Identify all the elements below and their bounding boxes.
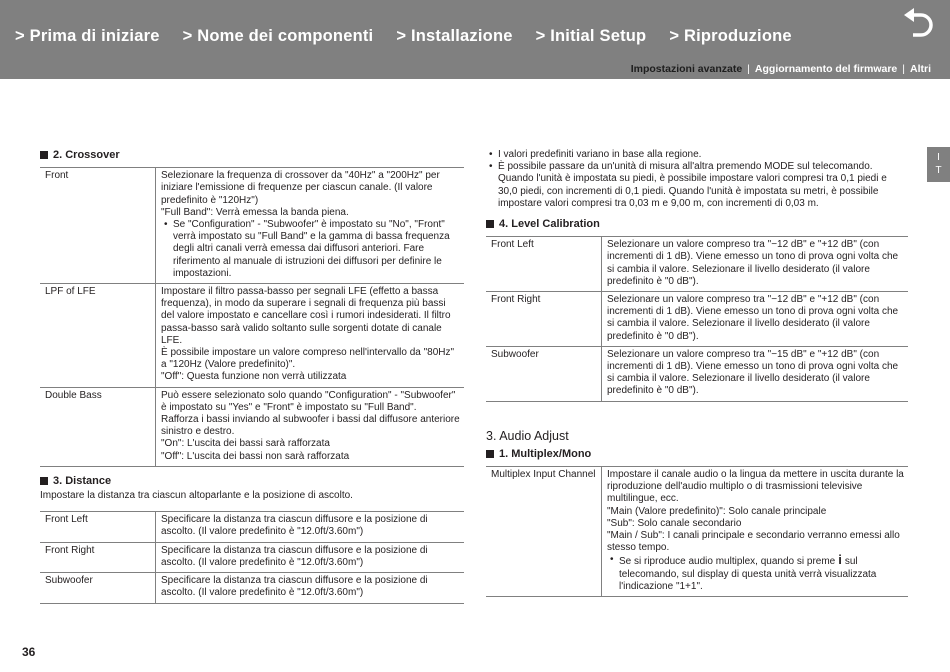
table-text: Impostare il canale audio o la lingua da mettere in uscita durante la riproduzione dell'audio multiplo o di trasmissioni televisive multilingue, ecc. — [607, 469, 904, 505]
table-row — [40, 284, 464, 388]
table-key: Front — [40, 168, 156, 284]
left-column — [40, 149, 464, 604]
level-title: 4. Level Calibration — [499, 218, 600, 231]
nav-initial-setup[interactable]: > Initial Setup — [535, 27, 647, 45]
section-heading-audio-adjust: 3. Audio Adjust — [486, 428, 569, 443]
distance-title: 3. Distance — [53, 474, 112, 487]
section-heading-distance — [40, 475, 464, 487]
subnav-aggiornamento-firmware[interactable]: Aggiornamento del firmware — [754, 63, 898, 75]
table-key: Front Right — [486, 292, 602, 347]
nav-nome-dei-componenti[interactable]: > Nome dei componenti — [182, 27, 374, 45]
bullet-dot-icon: • — [164, 219, 168, 231]
subnav-separator: | — [902, 63, 905, 75]
subnav-separator: | — [747, 63, 750, 75]
table-text: "Full Band": Verrà emessa la banda piena. — [161, 206, 349, 218]
subnav-altri[interactable]: Altri — [910, 63, 931, 75]
distance-table — [40, 511, 464, 603]
table-value: Selezionare un valore compreso tra "−12 dB" e "+12 dB" (con incrementi di 1 dB). Viene emesso un tono di prova ogni volta che si cambia il valore. Selezionare il livello desiderato (il valore predefinito è "0 dB"). — [602, 292, 909, 347]
nav-installazione[interactable]: > Installazione — [396, 27, 513, 45]
table-value: Specificare la distanza tra ciascun diffusore e la posizione di ascolto. (Il valore predefinito è "12.0ft/3.60m") — [156, 512, 465, 542]
sub-navigation — [631, 63, 931, 75]
table-text: È possibile impostare un valore compreso nell'intervallo da "80Hz" a "120Hz (Valore predefinito)". — [161, 347, 455, 371]
subnav-impostazioni-avanzate[interactable]: Impostazioni avanzate — [630, 63, 743, 75]
crossover-title: 2. Crossover — [53, 149, 120, 161]
table-key: Double Bass — [40, 387, 156, 466]
table-key: Subwoofer — [40, 573, 156, 603]
level-table — [486, 236, 908, 401]
top-navigation-bar — [0, 0, 950, 79]
bullet-text: Se "Configuration" - "Subwoofer" è impostato su "No", "Front" verrà impostato su "Full Band" e la gamma di bassa frequenza degli altri canali verrà emessa dai diffusori anteriori. Fare riferimento al manuale di istruzioni dei diffusori per definire le impostazioni. — [173, 219, 450, 279]
table-key: LPF of LFE — [40, 284, 156, 388]
language-tab-line1: I — [937, 152, 940, 163]
square-bullet-icon — [40, 477, 48, 485]
multiplex-table — [486, 466, 908, 597]
bullet-dot-icon: • — [489, 149, 493, 160]
table-value — [156, 284, 465, 388]
nav-prima-di-iniziare[interactable]: > Prima di iniziare — [15, 27, 160, 45]
section-heading-level-calibration — [486, 218, 908, 230]
table-key: Front Left — [486, 237, 602, 292]
table-value — [156, 168, 465, 284]
page-number: 36 — [22, 645, 36, 659]
table-value: Selezionare un valore compreso tra "−15 dB" e "+12 dB" (con incrementi di 1 dB). Viene emesso un tono di prova ogni volta che si cambia il valore. Selezionare il livello desiderato (il valore predefinito è "0 dB"). — [602, 346, 909, 401]
right-column — [486, 149, 908, 597]
table-row — [40, 573, 464, 603]
note-item — [486, 161, 908, 210]
table-text: Rafforza i bassi inviando al subwoofer i bassi dal diffusore anteriore sinistro e destro. — [161, 414, 460, 438]
table-text: "On": L'uscita dei bassi sarà rafforzata — [161, 438, 330, 450]
table-row — [40, 542, 464, 572]
bullet-text-part: sul telecomando, sul display di questa unità verrà visualizzata l'indicazione "1+1". — [619, 556, 877, 592]
language-tab-line2: T — [935, 165, 942, 176]
breadcrumb-nav — [15, 27, 815, 46]
note-item — [486, 149, 908, 161]
table-row — [486, 346, 908, 401]
section-heading-multiplex — [486, 448, 908, 460]
table-text: "Off": L'uscita dei bassi non sarà rafforzata — [161, 450, 350, 462]
back-arrow-icon[interactable] — [901, 7, 939, 41]
table-key: Multiplex Input Channel — [486, 467, 602, 597]
table-text: Impostare il filtro passa-basso per segnali LFE (effetto a bassa frequenza), in modo da superare i segnali di frequenza più bassi del valore impostato e cancellare così i rumori indesiderati. Il filtro passa-basso sarà valido soltanto sulle sorgenti dotate di canale LFE. — [161, 286, 451, 346]
multiplex-title: 1. Multiplex/Mono — [499, 447, 592, 460]
table-value — [156, 387, 465, 466]
square-bullet-icon — [40, 151, 48, 159]
table-text: Può essere selezionato solo quando "Configuration" - "Subwoofer" è impostato su "Yes" e "Front" è impostato su "Full Band". — [161, 389, 456, 413]
bullet-dot-icon: • — [489, 161, 493, 173]
table-value: Specificare la distanza tra ciascun diffusore e la posizione di ascolto. (Il valore predefinito è "12.0ft/3.60m") — [156, 542, 465, 572]
table-row — [486, 237, 908, 292]
section-heading-crossover — [40, 149, 464, 161]
bullet-dot-icon: • — [610, 554, 614, 566]
table-row — [40, 387, 464, 466]
bullet-item — [161, 219, 460, 280]
table-value: Specificare la distanza tra ciascun diffusore e la posizione di ascolto. (Il valore predefinito è "12.0ft/3.60m") — [156, 573, 465, 603]
table-key: Subwoofer — [486, 346, 602, 401]
table-row — [40, 512, 464, 542]
table-text: "Sub": Solo canale secondario — [607, 517, 742, 529]
table-row — [40, 168, 464, 284]
table-text: "Off": Questa funzione non verrà utilizzata — [161, 371, 347, 383]
nav-riproduzione[interactable]: > Riproduzione — [669, 27, 792, 45]
table-row — [486, 467, 908, 597]
square-bullet-icon — [486, 220, 494, 228]
crossover-table — [40, 167, 464, 467]
bullet-text-part: Se si riproduce audio multiplex, quando si preme — [619, 556, 836, 568]
square-bullet-icon — [486, 450, 494, 458]
bullet-text — [619, 554, 904, 593]
table-text: "Main (Valore predefinito)": Solo canale principale — [607, 505, 827, 517]
table-value: Selezionare un valore compreso tra "−12 dB" e "+12 dB" (con incrementi di 1 dB). Viene emesso un tono di prova ogni volta che si cambia il valore. Selezionare il livello desiderato (il valore predefinito è "0 dB"). — [602, 237, 909, 292]
note-text: È possibile passare da un'unità di misura all'altra premendo MODE sul telecomando. Quando l'unità è impostata su piedi, è possibile impostare valori compresi tra 0,1 piedi e 30,0 piedi, con incrementi di 0,1 piedi. Quando l'unità è impostata su metri, è possibile impostare valori compresi tra 0,03 m e 9,00 m, con incrementi di 0,03 m. — [498, 161, 887, 209]
table-value — [602, 467, 909, 597]
note-text: I valori predefiniti variano in base alla regione. — [498, 149, 702, 160]
table-row — [486, 292, 908, 347]
table-text: Selezionare la frequenza di crossover da "40Hz" a "200Hz" per iniziare l'emissione di frequenze per ciascun canale. (Il valore predefinito è "120Hz") — [161, 170, 440, 206]
table-text: "Main / Sub": I canali principale e secondario verranno emessi allo stesso tempo. — [607, 530, 900, 554]
table-key: Front Left — [40, 512, 156, 542]
bullet-item — [607, 554, 904, 593]
language-tab[interactable] — [927, 147, 950, 182]
table-key: Front Right — [40, 542, 156, 572]
distance-intro: Impostare la distanza tra ciascun altoparlante e la posizione di ascolto. — [40, 490, 353, 502]
info-button-icon: i — [838, 552, 842, 568]
